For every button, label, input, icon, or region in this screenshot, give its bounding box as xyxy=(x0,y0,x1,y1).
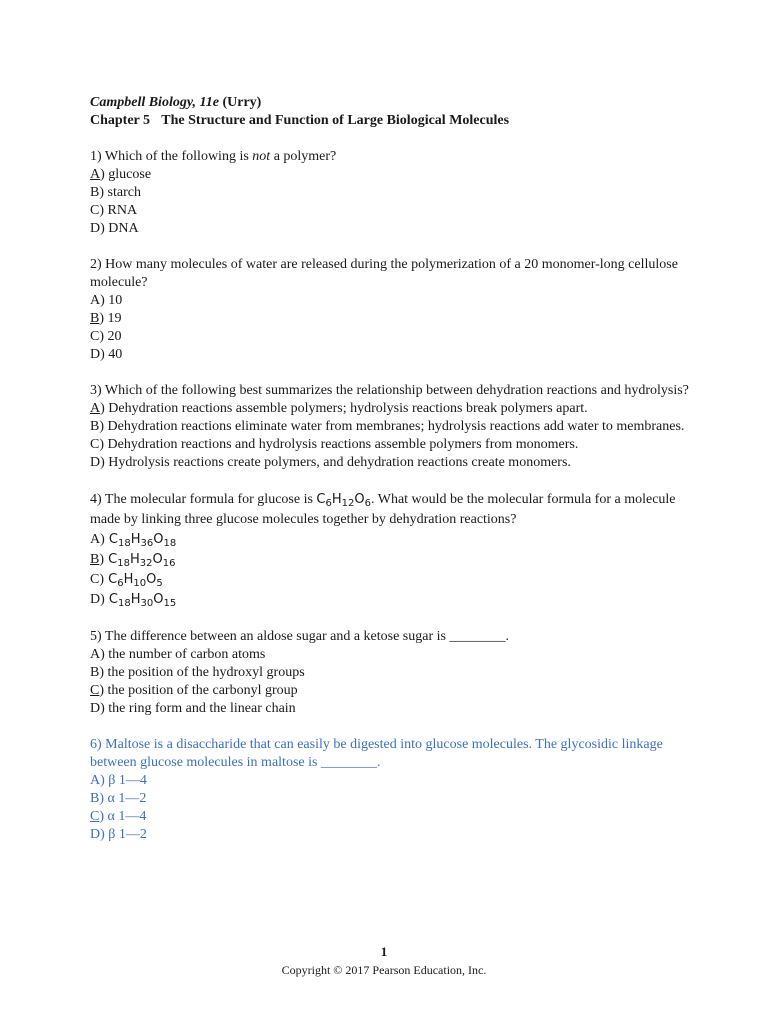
option-text: the ring form and the linear chain xyxy=(108,701,296,716)
chapter-label: Chapter 5 xyxy=(90,113,151,128)
option-letter: B xyxy=(90,185,100,200)
subscript: 10 xyxy=(133,578,147,589)
subscript: 32 xyxy=(139,558,153,569)
option-text: Dehydration reactions eliminate water from membranes; hydrolysis reactions add water to membranes. xyxy=(107,419,685,434)
option-text: Hydrolysis reactions create polymers, and dehydration reactions create monomers. xyxy=(108,455,571,470)
option-a: A) the number of carbon atoms xyxy=(90,647,266,662)
document-page xyxy=(90,94,690,844)
option-a: A) 10 xyxy=(90,293,123,308)
option-letter: B xyxy=(90,665,100,680)
option-letter: A xyxy=(90,167,101,182)
stem-text: The difference between an aldose sugar and a ketose sugar is ________. xyxy=(104,629,509,644)
copyright-notice: Copyright © 2017 Pearson Education, Inc. xyxy=(281,963,487,977)
option-text: 10 xyxy=(108,293,123,308)
option-letter: A xyxy=(90,773,101,788)
option-text: α 1—4 xyxy=(107,809,147,824)
subscript: 6 xyxy=(325,498,332,509)
option-b: B) $C_{18}H_{32}O_{16}$ xyxy=(90,552,176,569)
option-letter: B xyxy=(90,552,100,567)
subscript: 15 xyxy=(163,598,177,609)
option-text: RNA xyxy=(107,203,138,218)
question-stem xyxy=(90,256,690,292)
option-text: Dehydration reactions and hydrolysis reactions assemble polymers from monomers. xyxy=(107,437,579,452)
option-text: the position of the hydroxyl groups xyxy=(107,665,305,680)
question-4 xyxy=(90,490,690,610)
subscript: 5 xyxy=(156,578,163,589)
option-a: A) $C_{18}H_{36}O_{18}$ xyxy=(90,532,177,549)
option-letter: A xyxy=(90,647,101,662)
subscript: 18 xyxy=(118,598,131,609)
chapter-title: The Structure and Function of Large Biological Molecules xyxy=(161,113,510,128)
question-3 xyxy=(90,382,690,472)
subscript: 12 xyxy=(341,498,355,509)
question-number: 1) xyxy=(90,149,102,164)
stem-text: a polymer? xyxy=(273,149,337,164)
subscript: 18 xyxy=(117,558,130,569)
stem-text: Which of the following best summarizes the relationship between dehydration reactions and hydrolysis? xyxy=(104,383,689,398)
stem-text: . What would be the molecular formula for a molecule made by linking three glucose molecules together by dehydration reactions? xyxy=(90,492,676,527)
option-d: D) DNA xyxy=(90,221,139,236)
option-letter: B xyxy=(90,419,100,434)
option-letter: C xyxy=(90,437,100,452)
question-stem xyxy=(90,490,690,530)
option-text: the number of carbon atoms xyxy=(108,647,266,662)
subscript: 6 xyxy=(117,578,124,589)
subscript: 30 xyxy=(140,598,154,609)
question-6 xyxy=(90,736,690,844)
option-text: DNA xyxy=(108,221,139,236)
subscript: 16 xyxy=(162,558,176,569)
option-letter: D xyxy=(90,347,101,362)
stem-text: Maltose is a disaccharide that can easily be digested into glucose molecules. The glycosidic linkage between glucose molecules in maltose is ________. xyxy=(90,737,663,770)
option-letter: A xyxy=(90,401,101,416)
option-letter: B xyxy=(90,311,100,326)
book-header xyxy=(90,94,690,112)
question-stem xyxy=(90,148,690,166)
option-d: D) Hydrolysis reactions create polymers, and dehydration reactions create monomers. xyxy=(90,455,571,470)
book-author: (Urry) xyxy=(222,95,262,110)
option-text: starch xyxy=(107,185,141,200)
stem-text: Which of the following is xyxy=(104,149,249,164)
option-text: Dehydration reactions assemble polymers; hydrolysis reactions break polymers apart. xyxy=(108,401,588,416)
option-letter: C xyxy=(90,683,100,698)
option-c: C) Dehydration reactions and hydrolysis reactions assemble polymers from monomers. xyxy=(90,437,579,452)
question-number: 6) xyxy=(90,737,102,752)
option-text: 20 xyxy=(107,329,122,344)
question-stem xyxy=(90,628,690,646)
option-b: B) α 1—2 xyxy=(90,791,147,806)
option-a: A) Dehydration reactions assemble polymers; hydrolysis reactions break polymers apart. xyxy=(90,401,588,416)
subscript: 36 xyxy=(140,538,154,549)
option-b: B) Dehydration reactions eliminate water from membranes; hydrolysis reactions add water to membranes. xyxy=(90,419,685,434)
option-letter: D xyxy=(90,701,101,716)
option-c: C) $C_6H_{10}O_5$ xyxy=(90,572,163,589)
option-text: glucose xyxy=(108,167,152,182)
book-title: Campbell Biology, 11e xyxy=(90,95,219,110)
option-letter: D xyxy=(90,592,101,607)
subscript: 18 xyxy=(118,538,131,549)
option-b: B) starch xyxy=(90,185,141,200)
question-1 xyxy=(90,148,690,238)
subscript: 18 xyxy=(163,538,177,549)
option-text: α 1—2 xyxy=(107,791,147,806)
question-2 xyxy=(90,256,690,364)
option-text: 19 xyxy=(107,311,122,326)
page-number: 1 xyxy=(380,944,388,959)
stem-text: The molecular formula for glucose is xyxy=(104,492,313,507)
option-c: C) RNA xyxy=(90,203,138,218)
option-text: the position of the carbonyl group xyxy=(107,683,298,698)
question-number: 5) xyxy=(90,629,102,644)
option-letter: A xyxy=(90,293,101,308)
option-d: D) 40 xyxy=(90,347,123,362)
option-b: B) the position of the hydroxyl groups xyxy=(90,665,305,680)
stem-emphasis: not xyxy=(252,149,271,164)
option-text: 40 xyxy=(108,347,123,362)
option-b: B) 19 xyxy=(90,311,122,326)
option-letter: B xyxy=(90,791,100,806)
stem-text: How many molecules of water are released during the polymerization of a 20 monomer-long cellulose molecule? xyxy=(90,257,678,290)
question-stem xyxy=(90,382,690,400)
question-number: 2) xyxy=(90,257,102,272)
option-letter: C xyxy=(90,329,100,344)
option-d: D) $C_{18}H_{30}O_{15}$ xyxy=(90,592,177,609)
option-text: β 1—4 xyxy=(108,773,147,788)
option-c: C) α 1—4 xyxy=(90,809,147,824)
option-letter: D xyxy=(90,221,101,236)
option-letter: C xyxy=(90,203,100,218)
question-number: 4) xyxy=(90,492,102,507)
option-letter: D xyxy=(90,455,101,470)
option-text: β 1—2 xyxy=(108,827,147,842)
option-letter: C xyxy=(90,809,100,824)
option-d: D) β 1—2 xyxy=(90,827,147,842)
subscript: 6 xyxy=(364,498,371,509)
option-c: C) the position of the carbonyl group xyxy=(90,683,298,698)
question-number: 3) xyxy=(90,383,102,398)
option-letter: C xyxy=(90,572,100,587)
glucose-formula: $C_6H_{12}O_6$ xyxy=(316,492,371,509)
option-letter: A xyxy=(90,532,101,547)
option-d: D) the ring form and the linear chain xyxy=(90,701,296,716)
question-5 xyxy=(90,628,690,718)
chapter-heading xyxy=(90,112,690,130)
question-stem xyxy=(90,736,690,772)
option-a: A) glucose xyxy=(90,167,152,182)
option-letter: D xyxy=(90,827,101,842)
option-a: A) β 1—4 xyxy=(90,773,147,788)
option-c: C) 20 xyxy=(90,329,122,344)
